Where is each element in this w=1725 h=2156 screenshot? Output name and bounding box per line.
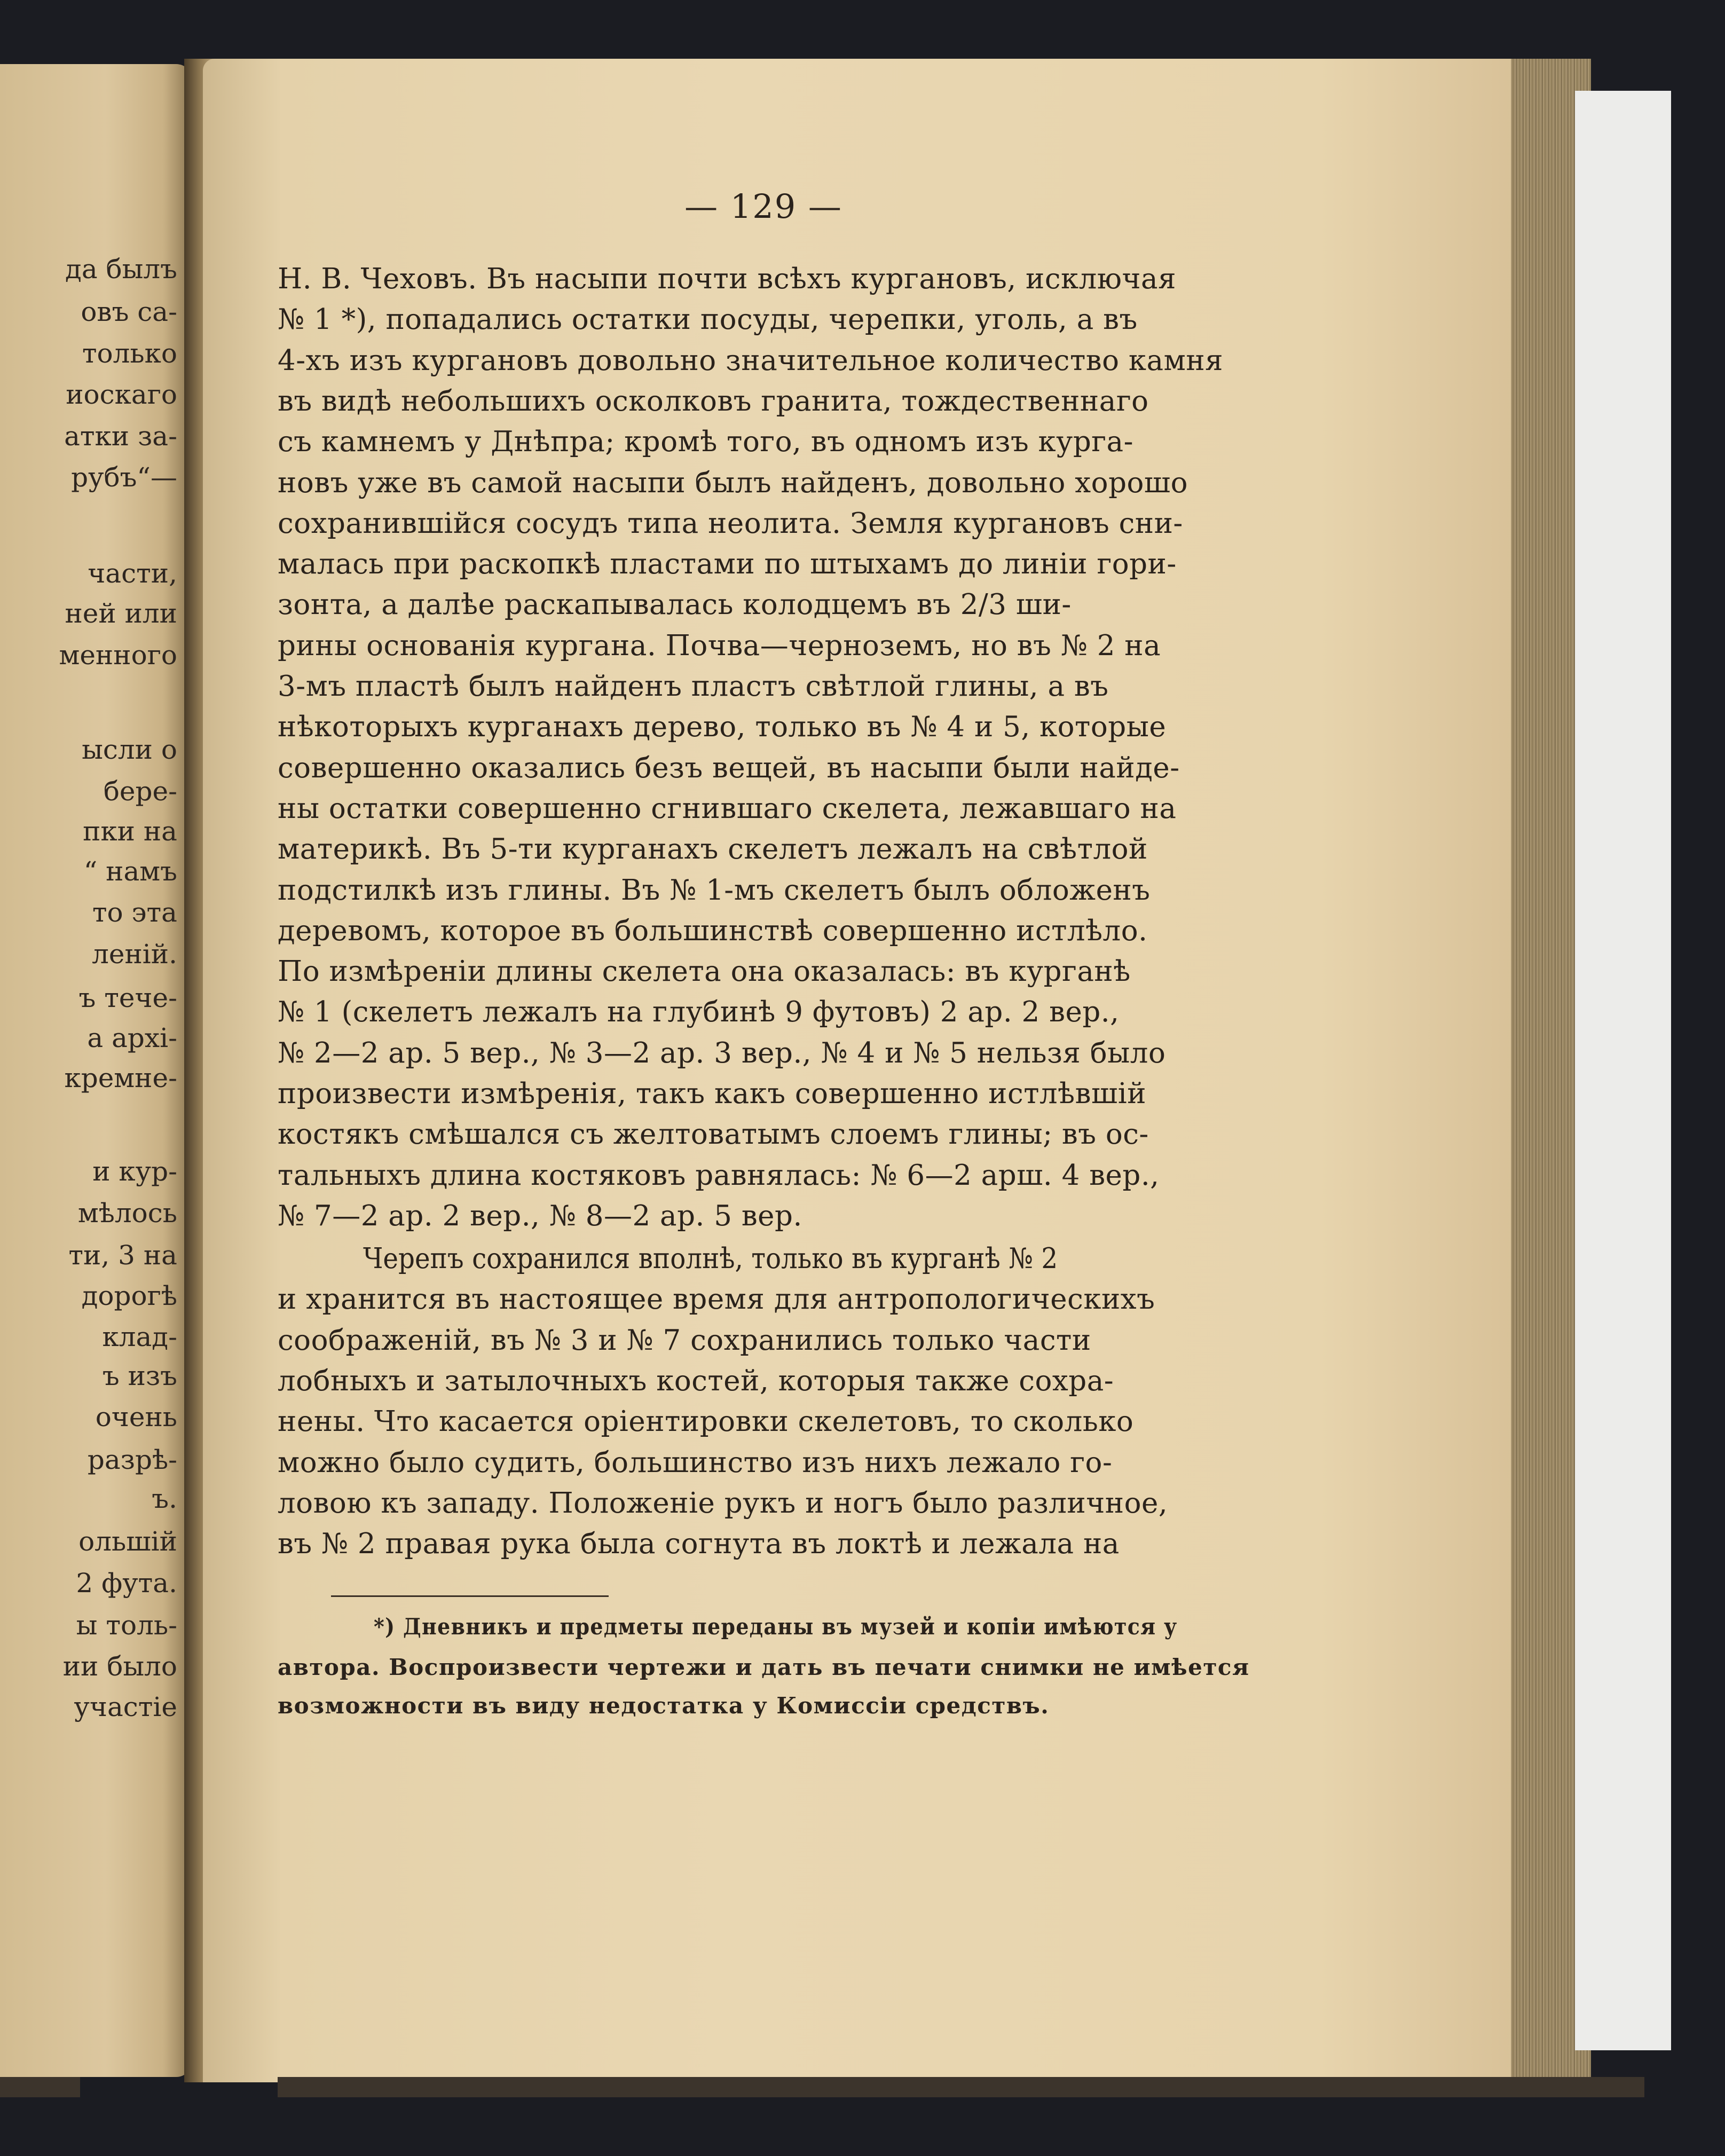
text-line: и хранится въ настоящее время для антропологическихъ xyxy=(278,1283,1155,1316)
text-line: № 7—2 ар. 2 вер., № 8—2 ар. 5 вер. xyxy=(278,1199,802,1232)
text-line: съ камнемъ у Днѣпра; кромѣ того, въ одномъ изъ курга- xyxy=(278,426,1134,459)
text-line: По измѣренiи длины скелета она оказалась: въ курганѣ xyxy=(278,955,1131,988)
text-line: материкѣ. Въ 5-ти курганахъ скелетъ лежалъ на свѣтлой xyxy=(278,833,1148,866)
text-line: можно было судить, большинство изъ нихъ лежало го- xyxy=(278,1446,1113,1479)
text-line: ловою къ западу. Положенiе рукъ и ногъ было различное, xyxy=(278,1486,1168,1520)
text-line: Черепъ сохранился вполнѣ, только въ курганѣ № 2 xyxy=(363,1242,1058,1275)
left-page-line: бере- xyxy=(103,776,177,807)
left-page-line: менного xyxy=(59,640,177,671)
left-page-line: овъ са- xyxy=(81,296,177,327)
left-page-line: только xyxy=(82,338,177,369)
left-page-line: и кур- xyxy=(92,1156,177,1187)
text-line: рины основанiя кургана. Почва—черноземъ, но въ № 2 на xyxy=(278,629,1161,662)
left-page-line: иоскаго xyxy=(66,379,177,410)
text-line: № 2—2 ар. 5 вер., № 3—2 ар. 3 вер., № 4 и № 5 нельзя было xyxy=(278,1036,1166,1069)
left-page-line: “ намъ xyxy=(83,856,177,887)
text-line: нены. Что касается орiентировки скелетовъ, то сколько xyxy=(278,1405,1134,1438)
text-line: Н. В. Чеховъ. Въ насыпи почти всѣхъ кургановъ, исключая xyxy=(278,263,1177,295)
left-page-line: да былъ xyxy=(65,254,177,285)
text-line: лобныхъ и затылочныхъ костей, которыя также сохра- xyxy=(278,1364,1114,1397)
text-line: произвести измѣренiя, такъ какъ совершенно истлѣвшiй xyxy=(278,1077,1147,1110)
left-page-line: разрѣ- xyxy=(87,1444,177,1475)
bottom-edge xyxy=(278,2077,1644,2097)
left-page-line: ъ. xyxy=(152,1483,177,1514)
left-page-line: ольшiй xyxy=(78,1526,177,1557)
left-page-line: дорогѣ xyxy=(81,1280,177,1311)
text-line: малась при раскопкѣ пластами по штыхамъ до линiи гори- xyxy=(278,548,1177,581)
text-line: новъ уже въ самой насыпи былъ найденъ, довольно хорошо xyxy=(278,466,1188,499)
text-line: подстилкѣ изъ глины. Въ № 1-мъ скелетъ былъ обложенъ xyxy=(278,874,1151,907)
text-line: зонта, а далѣе раскапывалась колодцемъ въ 2/3 ши- xyxy=(278,588,1072,621)
text-line: № 1 *), попадались остатки посуды, черепки, уголь, а въ xyxy=(278,303,1138,336)
left-page-line: ъ изъ xyxy=(102,1360,177,1391)
text-line: деревомъ, которое въ большинствѣ совершенно истлѣло. xyxy=(278,914,1148,947)
footnote-line: *) Дневникъ и предметы переданы въ музей и копiи имѣются у xyxy=(374,1614,1178,1640)
left-page-line: части, xyxy=(88,558,177,589)
left-page-line: ии было xyxy=(62,1651,177,1682)
left-page-line: ти, 3 на xyxy=(68,1240,177,1271)
left-page-line: клад- xyxy=(102,1321,177,1352)
left-page-line: ленiй. xyxy=(92,939,177,970)
backing-sheet xyxy=(1575,91,1671,2050)
text-line: въ № 2 правая рука была согнута въ локтѣ и лежала на xyxy=(278,1528,1120,1561)
text-line: сохранившiйся сосудъ типа неолита. Земля кургановъ сни- xyxy=(278,507,1183,540)
text-line: тальныхъ длина костяковъ равнялась: № 6—2 арш. 4 вер., xyxy=(278,1159,1160,1192)
left-page-line: то эта xyxy=(92,897,177,928)
text-line: въ видѣ небольшихъ осколковъ гранита, тождественнаго xyxy=(278,384,1149,418)
text-line: нѣкоторыхъ курганахъ дерево, только въ № 4 и 5, которые xyxy=(278,711,1167,744)
left-page-line: ысли о xyxy=(82,734,177,765)
left-page-line: кремне- xyxy=(64,1063,177,1093)
footnote-line: возможности въ виду недостатка у Комиссiи средствъ. xyxy=(278,1693,1050,1719)
text-line: № 1 (скелетъ лежалъ на глубинѣ 9 футовъ) 2 ар. 2 вер., xyxy=(278,996,1120,1029)
text-line: совершенно оказались безъ вещей, въ насыпи были найде- xyxy=(278,751,1180,784)
footnote-rule xyxy=(331,1595,609,1597)
left-page-line: участiе xyxy=(74,1691,177,1722)
text-line: костякъ смѣшался съ желтоватымъ слоемъ глины; въ ос- xyxy=(278,1118,1149,1151)
left-page-line: атки за- xyxy=(64,421,177,452)
page-number: — 129 — xyxy=(684,187,842,226)
left-page-line: ы толь- xyxy=(76,1610,177,1641)
text-line: ны остатки совершенно сгнившаго скелета, лежавшаго на xyxy=(278,792,1177,825)
bottom-edge-left xyxy=(0,2077,80,2097)
text-line: соображенiй, въ № 3 и № 7 сохранились только части xyxy=(278,1324,1091,1357)
left-page-line: рубъ“— xyxy=(71,462,177,493)
footnote-line: автора. Воспроизвести чертежи и дать въ печати снимки не имѣется xyxy=(278,1654,1250,1680)
left-page-line: ъ тече- xyxy=(78,982,177,1013)
left-page-line: 2 фута. xyxy=(76,1568,177,1599)
left-page-line: мѣлось xyxy=(77,1198,177,1229)
left-page xyxy=(0,64,192,2077)
text-line: 4-хъ изъ кургановъ довольно значительное количество камня xyxy=(278,344,1224,377)
left-page-line: а архi- xyxy=(87,1022,177,1053)
left-page-line: ней или xyxy=(65,598,177,629)
left-page-line: очень xyxy=(95,1402,177,1433)
text-line: 3-мъ пластѣ былъ найденъ пластъ свѣтлой глины, а въ xyxy=(278,670,1109,703)
left-page-line: пки на xyxy=(83,816,177,847)
